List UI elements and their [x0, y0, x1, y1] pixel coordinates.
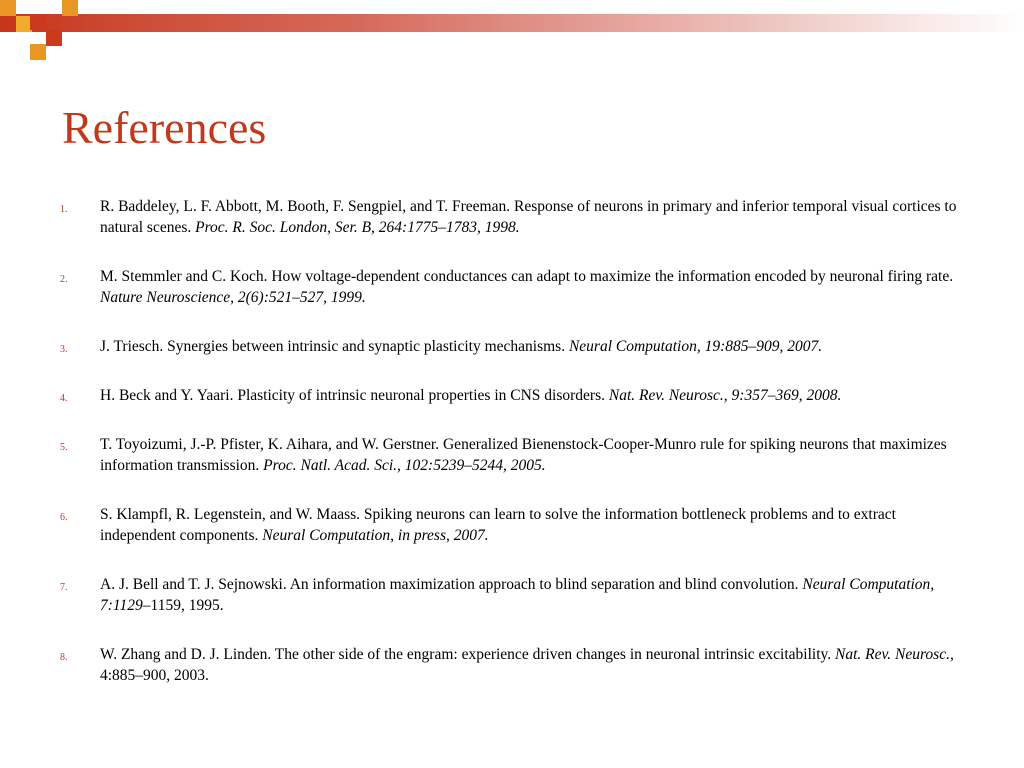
logo-square	[46, 30, 62, 46]
reference-item	[60, 574, 970, 616]
reference-item	[60, 504, 970, 546]
reference-number: 8.	[60, 652, 68, 663]
logo-square	[0, 0, 16, 16]
reference-journal: Neural Computation, in press, 2007.	[262, 527, 489, 544]
logo-square	[62, 0, 78, 16]
reference-item	[60, 385, 970, 406]
reference-number: 6.	[60, 512, 68, 523]
reference-item	[60, 336, 970, 357]
reference-tail: –1159, 1995.	[142, 597, 224, 614]
reference-journal: Nature Neuroscience, 2(6):521–527, 1999.	[100, 289, 366, 306]
reference-journal: Proc. R. Soc. London, Ser. B, 264:1775–1783, 1998.	[195, 219, 520, 236]
reference-item	[60, 434, 970, 476]
reference-number: 4.	[60, 393, 68, 404]
logo-square	[30, 14, 46, 30]
reference-list	[60, 196, 970, 714]
header-gradient-band	[0, 14, 1024, 32]
reference-number: 7.	[60, 582, 68, 593]
reference-text: S. Klampfl, R. Legenstein, and W. Maass. Spiking neurons can learn to solve the information bottleneck problems and to extract independent components.	[100, 506, 896, 544]
reference-journal: Neural Computation, 7:1129	[100, 576, 935, 614]
reference-tail: 4:885–900, 2003.	[100, 667, 209, 684]
reference-item	[60, 266, 970, 308]
reference-text: M. Stemmler and C. Koch. How voltage-dependent conductances can adapt to maximize the information encoded by neuronal firing rate.	[100, 268, 954, 285]
reference-text: T. Toyoizumi, J.-P. Pfister, K. Aihara, and W. Gerstner. Generalized Bienenstock-Cooper-Munro rule for spiking neurons that maximizes information transmission.	[100, 436, 947, 474]
reference-text: R. Baddeley, L. F. Abbott, M. Booth, F. Sengpiel, and T. Freeman. Response of neurons in primary and inferior temporal visual cortices to natural scenes.	[100, 198, 957, 236]
reference-journal: Proc. Natl. Acad. Sci., 102:5239–5244, 2005.	[263, 457, 546, 474]
reference-journal: Nat. Rev. Neurosc.,	[835, 646, 954, 663]
reference-number: 3.	[60, 344, 68, 355]
reference-item	[60, 644, 970, 686]
reference-text: W. Zhang and D. J. Linden. The other side of the engram: experience driven changes in neuronal intrinsic excitability.	[100, 646, 836, 663]
reference-number: 1.	[60, 204, 68, 215]
reference-text: J. Triesch. Synergies between intrinsic and synaptic plasticity mechanisms.	[100, 338, 569, 355]
logo-square	[30, 44, 46, 60]
page-title: References	[62, 102, 267, 153]
reference-text: H. Beck and Y. Yaari. Plasticity of intrinsic neuronal properties in CNS disorders.	[100, 387, 609, 404]
reference-journal: Neural Computation, 19:885–909, 2007.	[568, 338, 823, 355]
reference-number: 5.	[60, 442, 68, 453]
reference-item	[60, 196, 970, 238]
reference-text: A. J. Bell and T. J. Sejnowski. An information maximization approach to blind separation and blind convolution.	[100, 576, 803, 593]
reference-number: 2.	[60, 274, 68, 285]
reference-journal: Nat. Rev. Neurosc., 9:357–369, 2008.	[608, 387, 842, 404]
